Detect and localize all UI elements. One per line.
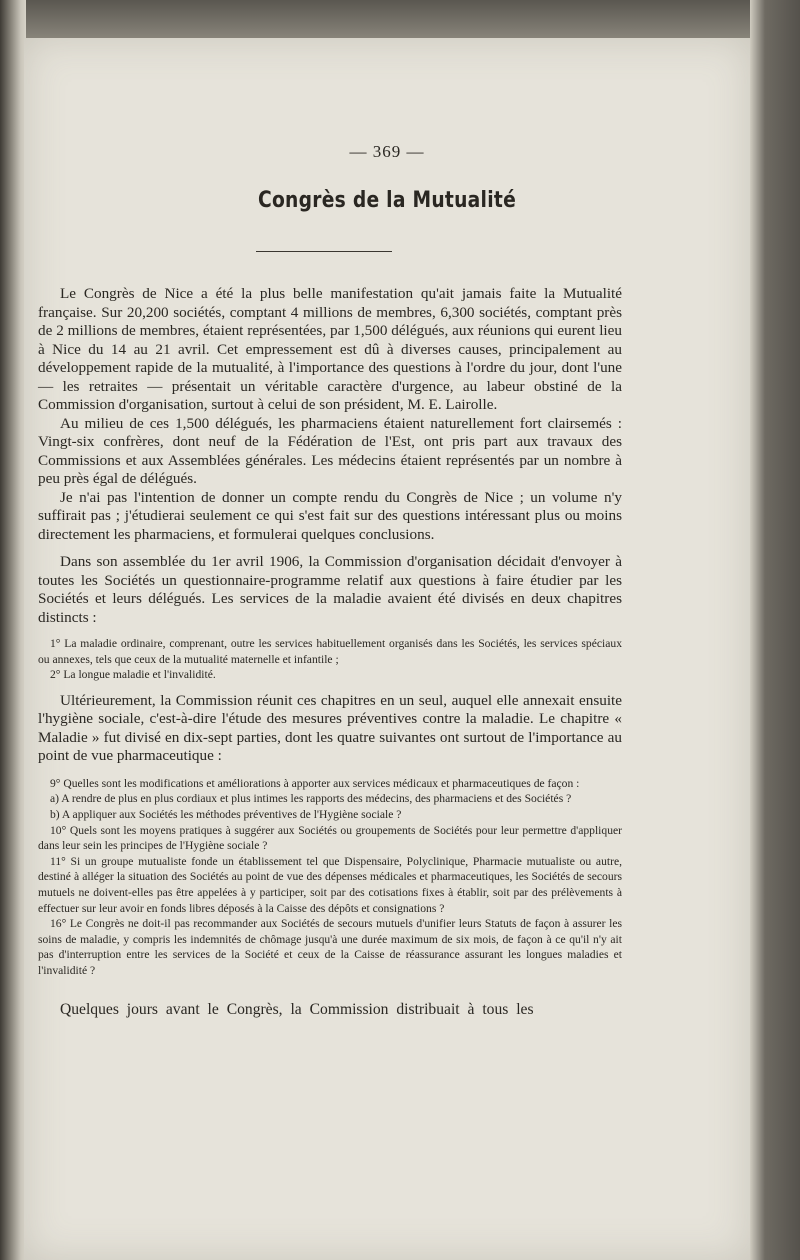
title-rule (256, 251, 392, 252)
paragraph-commission: Ultérieurement, la Commission réunit ces chapitres en un seul, auquel elle annexait ensuite l'hygiène sociale, c'est-à-dire l'étude des mesures préventives contre la maladie. Le chapitre « Maladie » fut divisé en dix-sept parties, dont les quatre suivantes ont surtout de l'importance au point de vue pharmaceutique : (38, 691, 622, 765)
paragraph-closing: Quelques jours avant le Congrès, la Commission distribuait à tous les (60, 1000, 534, 1018)
paragraph-delegates: Au milieu de ces 1,500 délégués, les pharmaciens étaient naturellement fort clairsemés : Vingt-six confrères, dont neuf de la Fédération de l'Est, ont pris part aux travaux des Commissions et aux Assemblées générales. Les médecins étaient représentés par un nombre à peu près égal de délégués. (38, 414, 622, 487)
question-item: 11° Si un groupe mutualiste fonde un établissement tel que Dispensaire, Polyclinique, Pharmacie mutualiste ou autre, destiné à alléger la situation des Sociétés au point de vue des dépenses médicales et pharmaceutiques, les Sociétés de secours mutuels ne doivent-elles pas être appelées à y participer, soit par des cotisations fixes à établir, soit par des prélèvements à effectuer sur leur avoir en fonds libres déposés à la Caisse des dépôts et consignations ? (38, 854, 622, 915)
paragraph-intent: Je n'ai pas l'intention de donner un compte rendu du Congrès de Nice ; un volume n'y suffirait pas ; j'étudierai seulement ce qui s'est fait sur des questions intéressant plus ou moins directement les pharmaciens, et formulerai quelques conclusions. (38, 488, 622, 543)
question-item: a) A rendre de plus en plus cordiaux et plus intimes les rapports des médecins, des pharmaciens et des Sociétés ? (50, 792, 572, 806)
page-number: — 369 — (349, 142, 425, 161)
question-item: 9° Quelles sont les modifications et améliorations à apporter aux services médicaux et pharmaceutiques de façon : (50, 776, 580, 790)
page-title: Congrès de la Mutualité (257, 188, 517, 213)
article-body (38, 285, 622, 1019)
chapter-item: 2° La longue maladie et l'invalidité. (50, 668, 216, 682)
question-item: b) A appliquer aux Sociétés les méthodes préventives de l'Hygiène sociale ? (50, 807, 402, 821)
chapter-item: 1° La maladie ordinaire, comprenant, outre les services habituellement organisés dans les Sociétés, les services spéciaux ou annexes, tels que ceux de la mutualité maternelle et infantile ; (38, 637, 622, 666)
chapters-list (38, 636, 622, 683)
paragraph-assembly: Dans son assemblée du 1er avril 1906, la Commission d'organisation décidait d'envoyer à toutes les Sociétés un questionnaire-programme relatif aux questions à faire étudier par les Sociétés et leurs délégués. Les services de la maladie avaient été divisés en deux chapitres distincts : (38, 553, 622, 626)
questions-list (38, 776, 622, 979)
question-item: 16° Le Congrès ne doit-il pas recommander aux Sociétés de secours mutuels d'unifier leurs Statuts de façon à assurer les soins de maladie, y compris les indemnités de chômage jusqu'à une durée maximum de six mois, de façon à ce qu'il n'y ait pas d'interruption entre les services de la Société et ceux de la Caisse de réassurance assurant les longues maladies et l'invalidité ? (38, 917, 622, 977)
scan-top-border (0, 0, 800, 40)
document-page (24, 38, 750, 1260)
scan-right-border (750, 0, 800, 1260)
paragraph-intro: Le Congrès de Nice a été la plus belle manifestation qu'ait jamais faite la Mutualité française. Sur 20,200 sociétés, comptant 4 millions de membres, 6,300 sociétés, comptant près de 2 millions de membres, étaient représentées, par 1,500 délégués, aux réunions qui eurent lieu à Nice du 14 au 21 avril. Cet empressement est dû à diverses causes, principalement au développement rapide de la mutualité, à l'importance des questions à l'ordre du jour, dont l'une — les retraites — présentait un véritable caractère d'urgence, au labeur obstiné de la Commission d'organisation, surtout à celui de son président, M. E. Lairolle. (38, 285, 622, 413)
question-item: 10° Quels sont les moyens pratiques à suggérer aux Sociétés ou groupements de Sociétés pour leur permettre d'appliquer dans leur sein les principes de l'Hygiène sociale ? (38, 823, 622, 853)
book-spine-edge (0, 0, 26, 1260)
